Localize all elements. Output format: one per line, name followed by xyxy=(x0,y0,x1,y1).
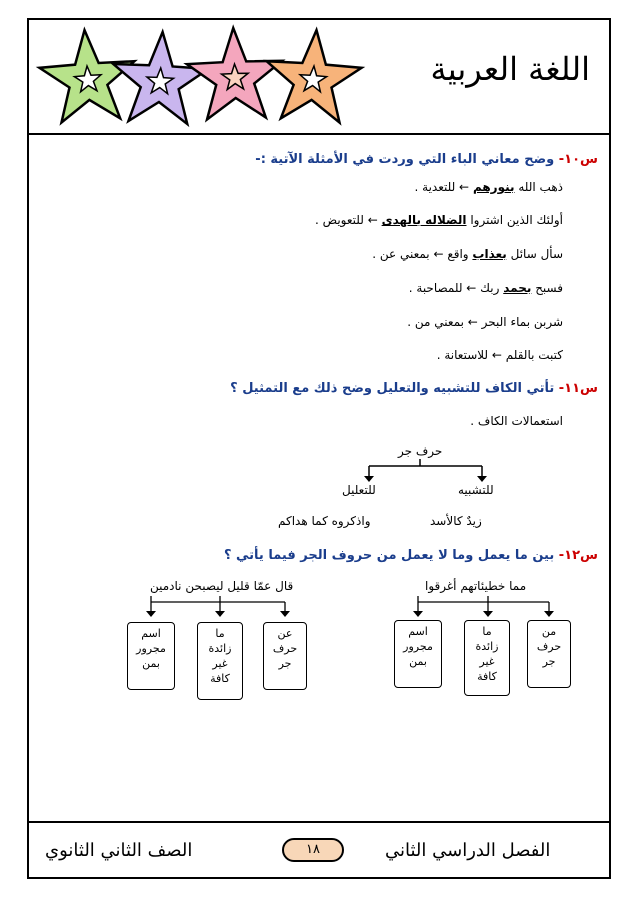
q12-right-sentence: مما خطيئاتهم أغرقوا xyxy=(425,579,527,593)
example-meaning: ربك ← للمصاحبة . xyxy=(408,281,504,295)
analysis-box xyxy=(127,622,175,690)
box-line: ما xyxy=(215,627,225,640)
box-line: غير xyxy=(479,655,495,668)
analysis-box xyxy=(394,620,442,688)
example-keyword: بنورهم xyxy=(472,180,515,194)
example-text: سأل سائل xyxy=(506,247,563,261)
box-line: زائدة xyxy=(475,640,499,653)
kaf-tail-example: واذكروه كما هداكم xyxy=(278,514,371,528)
box-line: مجرور xyxy=(136,642,166,655)
example-meaning: ← للتعويض . xyxy=(315,213,382,227)
box-line: جر xyxy=(278,657,292,670)
box-line: حرف xyxy=(536,640,562,653)
box-line: غير xyxy=(212,657,228,670)
box-line: جر xyxy=(542,655,556,668)
example-meaning: كتبت بالقلم ← للاستعانة . xyxy=(436,348,563,362)
q12-left-sentence: قال عمّا قليل ليصبحن نادمين xyxy=(150,579,294,593)
kaf-root-label: حرف جر xyxy=(398,444,443,458)
box-line: حرف xyxy=(272,642,298,655)
analysis-box xyxy=(197,622,243,700)
question-10-text: وضح معاني الباء التي وردت في الأمثلة الآتية :- xyxy=(255,152,559,167)
box-line: عن xyxy=(277,627,293,640)
example-meaning: شربن بماء البحر ← بمعني من . xyxy=(407,315,563,329)
box-line: بمن xyxy=(409,655,427,668)
question-10-number: س١٠- xyxy=(558,152,598,167)
question-12-text: بين ما يعمل وما لا يعمل من حروف الجر فيما يأتي ؟ xyxy=(223,548,559,563)
question-12-number: س١٢- xyxy=(558,548,598,563)
example-text: ذهب الله xyxy=(514,180,563,194)
box-line: زائدة xyxy=(208,642,232,655)
footer-divider xyxy=(27,821,611,823)
example-text: فسبح xyxy=(531,281,563,295)
box-line: كافة xyxy=(210,672,230,685)
page-title: اللغة العربية xyxy=(430,50,590,88)
footer-term: الفصل الدراسي الثاني xyxy=(385,840,551,861)
kaf-simile-label: للتشبيه xyxy=(458,483,494,497)
analysis-box xyxy=(527,620,571,688)
example-keyword: بحمد xyxy=(503,281,532,295)
box-line: مجرور xyxy=(403,640,433,653)
example-meaning: ← للتعدية . xyxy=(414,180,473,194)
box-line: من xyxy=(541,625,557,638)
box-line: ما xyxy=(482,625,492,638)
kaf-uses-intro: استعمالات الكاف . xyxy=(470,414,563,428)
kaf-simile-example: زيدٌ كالأسد xyxy=(430,514,482,528)
example-meaning: واقع ← بمعني عن . xyxy=(372,247,473,261)
example-text: أولئك الذين اشتروا xyxy=(466,213,563,227)
question-11-text: تأتي الكاف للتشبيه والتعليل وضح ذلك مع التمثيل ؟ xyxy=(230,381,559,396)
kaf-tail-label: للتعليل xyxy=(342,483,376,497)
example-keyword: الضلاله بالهدى xyxy=(381,213,467,227)
box-line: اسم xyxy=(141,627,161,640)
box-line: بمن xyxy=(142,657,160,670)
box-line: كافة xyxy=(477,670,497,683)
analysis-box xyxy=(464,620,510,696)
question-11-number: س١١- xyxy=(558,381,598,396)
page-number-badge: ١٨ xyxy=(282,838,344,862)
analysis-box xyxy=(263,622,307,690)
box-line: اسم xyxy=(408,625,428,638)
example-keyword: بعذاب xyxy=(472,247,507,261)
footer-grade: الصف الثاني الثانوي xyxy=(45,840,193,861)
